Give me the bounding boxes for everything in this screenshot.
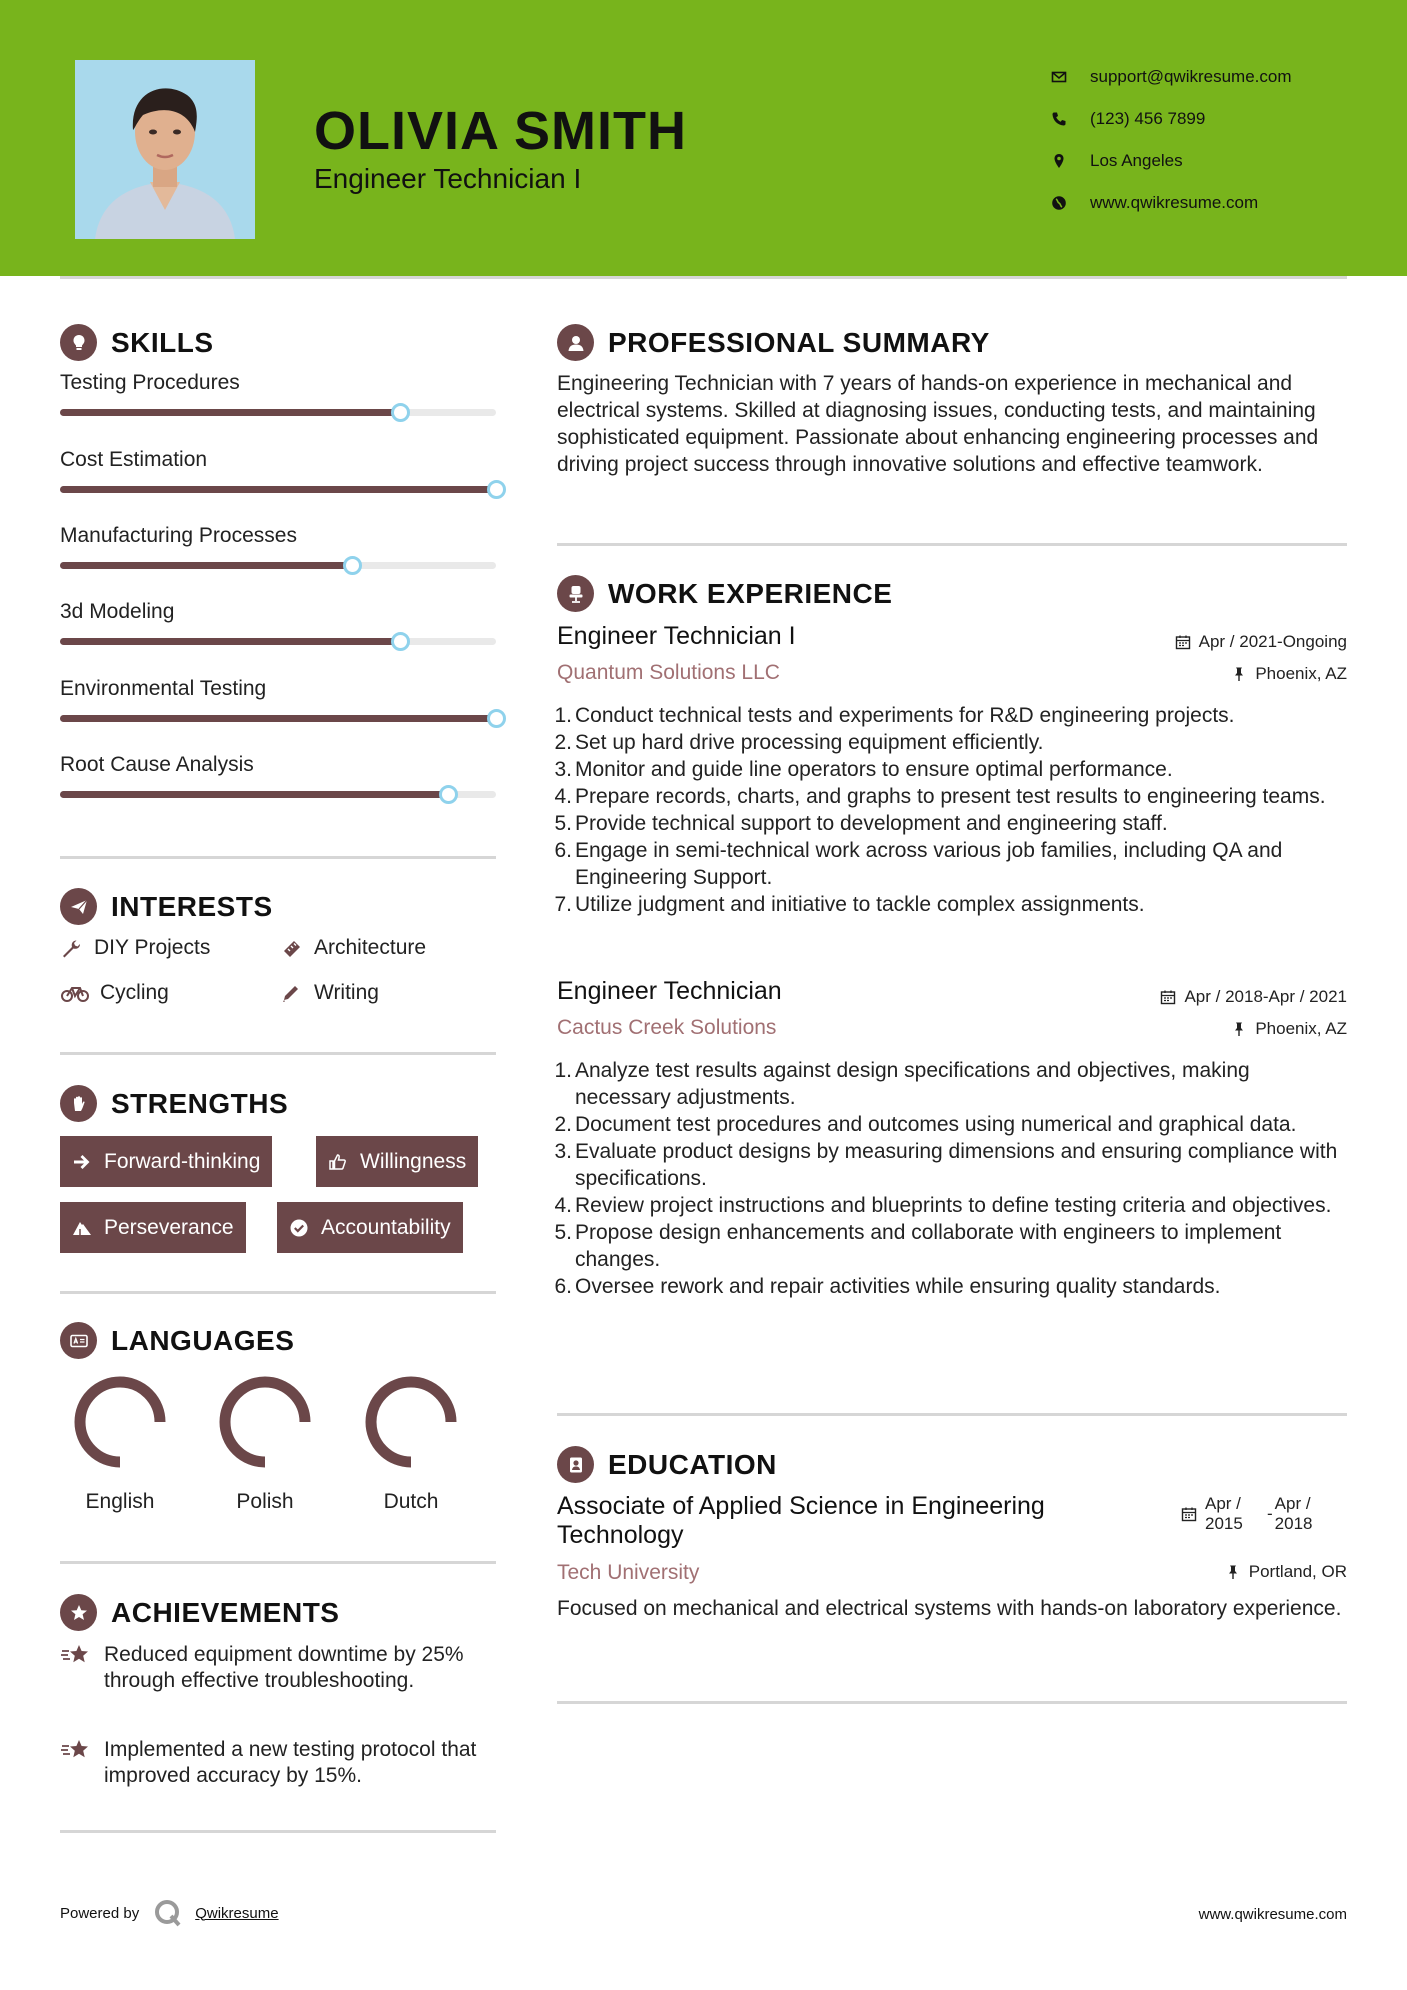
- contact-location: [1050, 140, 1292, 182]
- interest-label: Architecture: [314, 936, 427, 959]
- interest-label: Writing: [314, 981, 379, 1004]
- check-circle-icon: [289, 1218, 309, 1238]
- skill-knob: [391, 403, 410, 422]
- footer-powered-by: [60, 1898, 279, 1928]
- contact-location-text: Los Angeles: [1090, 151, 1183, 170]
- section-divider: [60, 856, 496, 859]
- duty-text: Review project instructions and blueprints to define testing criteria and objectives.: [575, 1194, 1332, 1217]
- globe-icon: [1050, 194, 1068, 212]
- skill-fill: [60, 791, 448, 798]
- achievement-item: [60, 1642, 500, 1694]
- job-location: [1231, 664, 1347, 684]
- education-date-sep: -: [1267, 1504, 1273, 1523]
- languages-heading: [60, 1322, 294, 1359]
- calendar-icon: [1181, 1506, 1197, 1522]
- interest-item: [280, 936, 426, 960]
- skill-fill: [60, 409, 400, 416]
- contact-email[interactable]: [1050, 56, 1292, 98]
- job-title: Engineer Technician: [557, 977, 782, 1005]
- strength-chip: [60, 1136, 272, 1187]
- duty-item: 7. Utilize judgment and initiative to tackle complex assignments.: [551, 891, 1351, 918]
- achievements-heading: [60, 1594, 339, 1631]
- phone-icon: [1050, 110, 1068, 128]
- star-achievement-icon: [60, 1737, 92, 1765]
- summary-title: PROFESSIONAL SUMMARY: [608, 326, 990, 358]
- interest-label: DIY Projects: [94, 936, 211, 959]
- strength-chip: [60, 1202, 246, 1253]
- achievement-item: [60, 1737, 500, 1789]
- star-achievement-icon: [60, 1642, 92, 1670]
- paper-plane-icon: [60, 888, 97, 925]
- education-degree: Associate of Applied Science in Engineering Technology: [557, 1492, 1045, 1549]
- language-level-ring: [217, 1374, 313, 1470]
- contact-website-text: www.qwikresume.com: [1090, 193, 1259, 212]
- pencil-icon: [280, 982, 304, 1004]
- job-date: [1175, 632, 1347, 652]
- duty-item: 1. Analyze test results against design specifications and objectives, making necessary adjustments.: [551, 1057, 1351, 1111]
- job-date-text: Apr / 2021-Ongoing: [1198, 632, 1347, 651]
- user-icon: [557, 324, 594, 361]
- education-title: EDUCATION: [608, 1448, 777, 1480]
- language-level-ring: [363, 1374, 459, 1470]
- qwikresume-logo-icon: [153, 1898, 183, 1928]
- pushpin-icon: [1225, 1564, 1241, 1580]
- job-location-text: Phoenix, AZ: [1255, 1019, 1347, 1038]
- education-date-end: Apr / 2018: [1274, 1494, 1313, 1533]
- skills-heading: [60, 324, 214, 361]
- thumbs-up-icon: [328, 1152, 348, 1172]
- bicycle-icon: [60, 982, 90, 1004]
- skill-item: [60, 371, 496, 395]
- interests-heading: [60, 888, 273, 925]
- powered-by-text: Powered by: [60, 1904, 140, 1922]
- office-chair-icon: [557, 575, 594, 612]
- duty-item: 5. Provide technical support to development and engineering staff.: [551, 810, 1351, 837]
- education-heading: [557, 1446, 777, 1483]
- interest-item: [60, 981, 169, 1005]
- strengths-heading: [60, 1085, 288, 1122]
- skill-track: [60, 486, 496, 493]
- contact-email-text: support@qwikresume.com: [1090, 67, 1292, 86]
- language-name: English: [85, 1490, 155, 1513]
- duty-text: Propose design enhancements and collaborate with engineers to implement changes.: [575, 1221, 1282, 1271]
- graduate-icon: [557, 1446, 594, 1483]
- education-date: [1181, 1494, 1319, 1534]
- contact-website[interactable]: [1050, 182, 1292, 224]
- contact-phone[interactable]: [1050, 98, 1292, 140]
- education-location-text: Portland, OR: [1248, 1562, 1347, 1581]
- duty-text: Conduct technical tests and experiments for R&D engineering projects.: [575, 704, 1235, 727]
- duty-item: 3. Monitor and guide line operators to ensure optimal performance.: [551, 756, 1351, 783]
- job-location: [1231, 1019, 1347, 1039]
- calendar-icon: [1160, 989, 1176, 1005]
- job-duties: [551, 702, 1351, 918]
- skill-name: Cost Estimation: [60, 448, 208, 471]
- duty-text: Prepare records, charts, and graphs to present test results to engineering teams.: [575, 785, 1326, 808]
- portrait-illustration: [75, 60, 255, 239]
- skill-item: [60, 448, 496, 472]
- job-company: Quantum Solutions LLC: [557, 661, 780, 684]
- duty-item: 1. Conduct technical tests and experiments for R&D engineering projects.: [551, 702, 1351, 729]
- candidate-title: Engineer Technician I: [314, 163, 582, 194]
- duty-item: 5. Propose design enhancements and collaborate with engineers to implement changes.: [551, 1219, 1351, 1273]
- drafting-icon: [280, 937, 304, 959]
- strengths-title: STRENGTHS: [111, 1087, 289, 1119]
- language-item: [351, 1374, 471, 1514]
- candidate-name: OLIVIA SMITH: [314, 101, 687, 161]
- job-date-text: Apr / 2018-Apr / 2021: [1184, 987, 1347, 1006]
- skill-knob: [487, 480, 506, 499]
- duty-item: 6. Oversee rework and repair activities while ensuring quality standards.: [551, 1273, 1351, 1300]
- star-badge-icon: [60, 1594, 97, 1631]
- mountain-icon: [72, 1218, 92, 1238]
- languages-title: LANGUAGES: [111, 1324, 295, 1356]
- section-divider: [60, 1291, 496, 1294]
- skill-name: Root Cause Analysis: [60, 753, 254, 776]
- job-company: Cactus Creek Solutions: [557, 1016, 777, 1039]
- skill-item: [60, 677, 496, 701]
- skill-track: [60, 715, 496, 722]
- section-divider: [60, 1052, 496, 1055]
- duty-text: Provide technical support to development and engineering staff.: [575, 812, 1168, 835]
- job-location-text: Phoenix, AZ: [1255, 664, 1347, 683]
- duty-text: Set up hard drive processing equipment efficiently.: [575, 731, 1044, 754]
- duty-item: 4. Review project instructions and blueprints to define testing criteria and objectives.: [551, 1192, 1351, 1219]
- skill-knob: [391, 632, 410, 651]
- map-marker-icon: [1050, 152, 1068, 170]
- skill-fill: [60, 562, 352, 569]
- skill-name: Environmental Testing: [60, 677, 267, 700]
- job-date: [1160, 987, 1347, 1007]
- duty-text: Evaluate product designs by measuring dimensions and ensuring compliance with specifications.: [575, 1140, 1338, 1190]
- interest-item: [60, 936, 210, 960]
- contact-list: [1050, 56, 1292, 224]
- header-divider: [60, 276, 1347, 279]
- language-item: [205, 1374, 325, 1514]
- strength-label: Forward-thinking: [104, 1149, 261, 1173]
- skill-track: [60, 562, 496, 569]
- footer-url[interactable]: www.qwikresume.com: [1198, 1906, 1347, 1923]
- skill-track: [60, 791, 496, 798]
- achievement-text: Implemented a new testing protocol that improved accuracy by 15%.: [104, 1738, 477, 1787]
- strength-label: Accountability: [321, 1215, 451, 1239]
- skills-title: SKILLS: [111, 326, 214, 358]
- job-title: Engineer Technician I: [557, 622, 796, 650]
- achievement-text: Reduced equipment downtime by 25% through effective troubleshooting.: [104, 1643, 464, 1692]
- skill-name: 3d Modeling: [60, 600, 175, 623]
- skill-name: Testing Procedures: [60, 371, 240, 394]
- skill-item: [60, 753, 496, 777]
- pushpin-icon: [1231, 1021, 1247, 1037]
- skill-item: [60, 600, 496, 624]
- lightbulb-icon: [60, 324, 97, 361]
- strength-label: Willingness: [360, 1149, 467, 1173]
- duty-text: Engage in semi-technical work across various job families, including QA and Engineering Support.: [575, 839, 1283, 889]
- language-card-icon: [60, 1322, 97, 1359]
- language-level-ring: [72, 1374, 168, 1470]
- summary-text: Engineering Technician with 7 years of hands-on experience in mechanical and electrical systems. Skilled at diagnosing issues, conducting tests, and maintaining sophisticated equipment. Passionate about enhancing engineering processes and driving project success through innovative solutions and effective teamwork.: [557, 372, 1319, 476]
- skill-track: [60, 638, 496, 645]
- skill-track: [60, 409, 496, 416]
- calendar-icon: [1175, 634, 1191, 650]
- duty-text: Analyze test results against design specifications and objectives, making necessary adjustments.: [575, 1059, 1250, 1109]
- skill-knob: [487, 709, 506, 728]
- experience-title: WORK EXPERIENCE: [608, 577, 893, 609]
- strength-label: Perseverance: [104, 1215, 234, 1239]
- experience-heading: [557, 575, 892, 612]
- section-divider: [557, 543, 1347, 546]
- language-name: Polish: [236, 1490, 294, 1513]
- interest-label: Cycling: [100, 981, 169, 1004]
- duty-text: Utilize judgment and initiative to tackle complex assignments.: [575, 893, 1145, 916]
- resume-header: [0, 0, 1407, 276]
- job-duties: [551, 1057, 1351, 1300]
- wrench-icon: [60, 937, 84, 959]
- section-divider: [60, 1830, 496, 1833]
- interests-title: INTERESTS: [111, 890, 273, 922]
- interest-item: [280, 981, 379, 1005]
- contact-phone-text: (123) 456 7899: [1090, 109, 1206, 128]
- education-description: Focused on mechanical and electrical systems with hands-on laboratory experience.: [557, 1597, 1342, 1620]
- section-divider: [557, 1413, 1347, 1416]
- language-item: [60, 1374, 180, 1514]
- duty-item: 2. Document test procedures and outcomes using numerical and graphical data.: [551, 1111, 1351, 1138]
- pushpin-icon: [1231, 666, 1247, 682]
- profile-photo: [75, 60, 255, 239]
- skill-knob: [439, 785, 458, 804]
- duty-text: Document test procedures and outcomes using numerical and graphical data.: [575, 1113, 1297, 1136]
- skill-fill: [60, 638, 400, 645]
- duty-item: 2. Set up hard drive processing equipment efficiently.: [551, 729, 1351, 756]
- section-divider: [60, 1561, 496, 1564]
- duty-text: Monitor and guide line operators to ensure optimal performance.: [575, 758, 1173, 781]
- summary-heading: [557, 324, 990, 361]
- hand-icon: [60, 1085, 97, 1122]
- arrow-right-icon: [72, 1152, 92, 1172]
- strength-chip: [277, 1202, 463, 1253]
- duty-item: 3. Evaluate product designs by measuring dimensions and ensuring compliance with specifications.: [551, 1138, 1351, 1192]
- envelope-icon: [1050, 68, 1068, 86]
- duty-item: 4. Prepare records, charts, and graphs to present test results to engineering teams.: [551, 783, 1351, 810]
- language-name: Dutch: [383, 1490, 439, 1513]
- strength-chip: [316, 1136, 478, 1187]
- skill-name: Manufacturing Processes: [60, 524, 297, 547]
- duty-item: 6. Engage in semi-technical work across various job families, including QA and Engineering Support.: [551, 837, 1351, 891]
- achievements-title: ACHIEVEMENTS: [111, 1596, 340, 1628]
- skill-fill: [60, 715, 496, 722]
- skill-item: [60, 524, 496, 548]
- education-date-start: Apr / 2015: [1205, 1494, 1243, 1533]
- skill-knob: [343, 556, 362, 575]
- qwikresume-link[interactable]: Qwikresume: [195, 1904, 279, 1922]
- education-school: Tech University: [557, 1561, 700, 1584]
- duty-text: Oversee rework and repair activities while ensuring quality standards.: [575, 1275, 1221, 1298]
- skill-fill: [60, 486, 496, 493]
- section-divider: [557, 1701, 1347, 1704]
- education-location: [1225, 1562, 1347, 1582]
